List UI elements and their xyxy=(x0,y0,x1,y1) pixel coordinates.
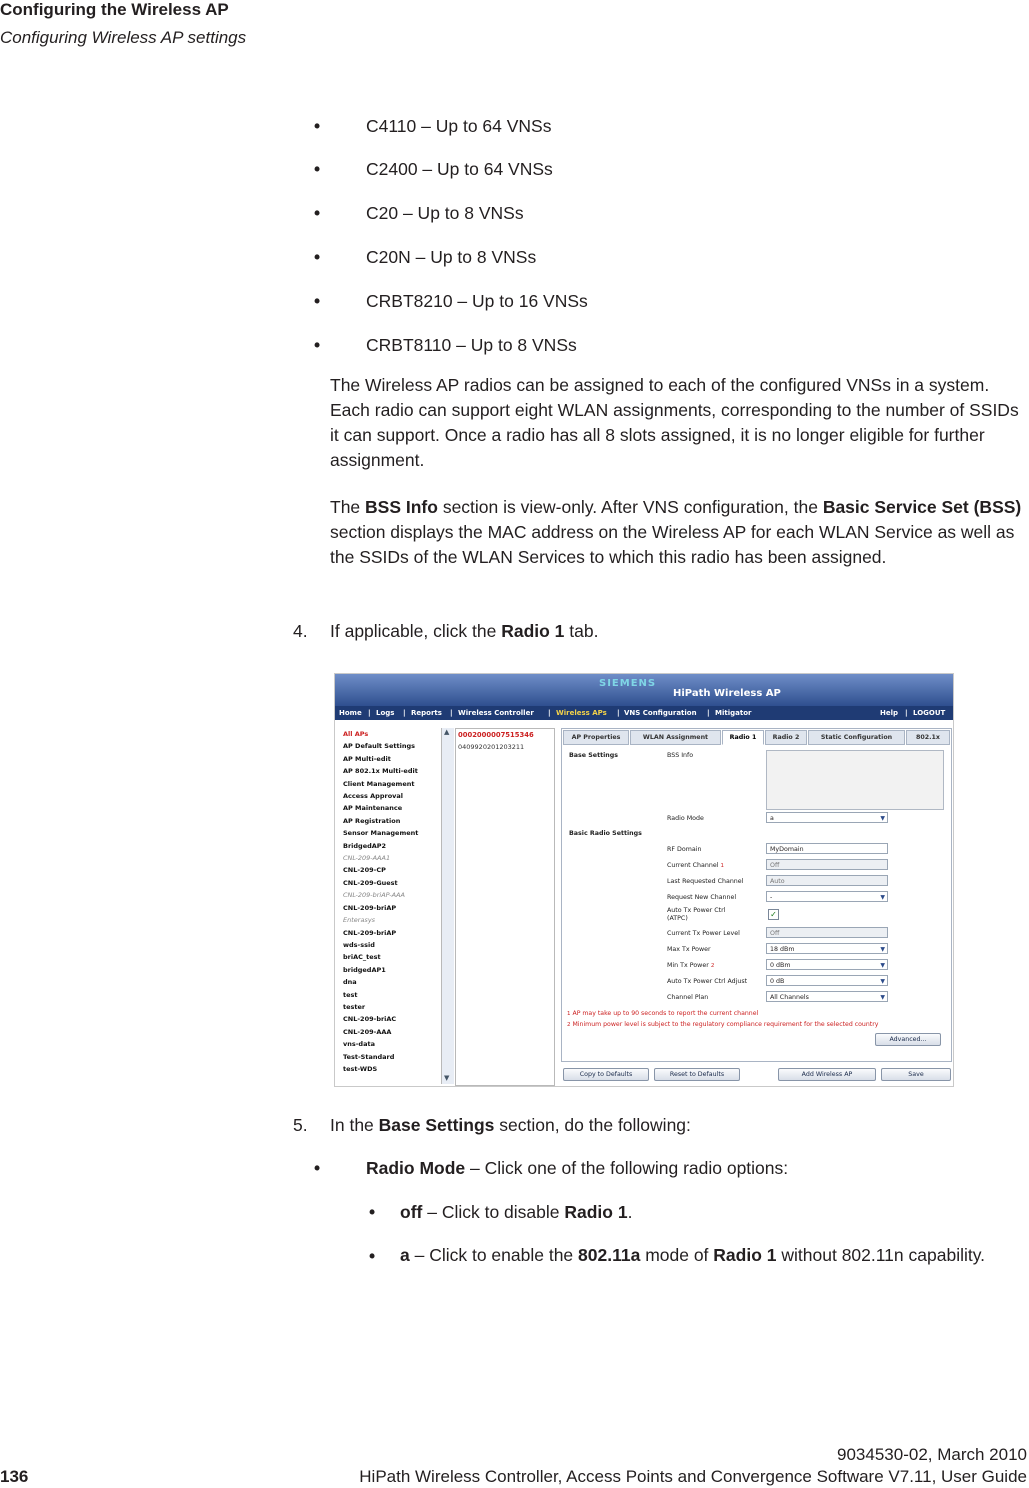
channel-plan-select[interactable]: All Channels ▼ xyxy=(766,991,888,1002)
current-tx-power-label: Current Tx Power Level xyxy=(667,930,740,937)
radio-mode-select[interactable]: a ▼ xyxy=(766,812,888,823)
advanced-button[interactable]: Advanced... xyxy=(875,1033,941,1046)
radio-mode-label: Radio Mode xyxy=(667,815,704,822)
min-tx-power-select[interactable]: 0 dBm ▼ xyxy=(766,959,888,970)
scroll-down-icon[interactable]: ▼ xyxy=(444,1074,450,1082)
current-channel-field: Off xyxy=(766,859,888,870)
chevron-down-icon: ▼ xyxy=(880,994,885,1001)
current-channel-label: Current Channel 1 xyxy=(667,862,725,869)
add-wireless-ap-button[interactable]: Add Wireless AP xyxy=(778,1068,876,1081)
sidebar-item[interactable]: AP 802.1x Multi-edit xyxy=(343,767,418,776)
sidebar-item[interactable]: test-WDS xyxy=(343,1064,378,1073)
sidebar-item[interactable]: dna xyxy=(343,978,357,987)
tab-ap-properties[interactable]: AP Properties xyxy=(563,730,629,745)
nav-wireless-aps[interactable]: Wireless APs xyxy=(556,709,607,717)
sidebar-item[interactable]: CNL-209-AAA1 xyxy=(343,854,391,863)
nav-mitigator[interactable]: Mitigator xyxy=(715,709,752,717)
base-settings-heading: Base Settings xyxy=(569,752,618,759)
copy-to-defaults-button[interactable]: Copy to Defaults xyxy=(563,1068,649,1081)
sidebar-item[interactable]: tester xyxy=(343,1002,366,1011)
channel-report-note: 1 AP may take up to 90 seconds to report the current channel xyxy=(567,1010,759,1017)
sidebar-item[interactable]: BridgedAP2 xyxy=(343,841,387,850)
atpc-label-suffix: (ATPC) xyxy=(667,915,688,922)
ap-serial-list[interactable] xyxy=(455,728,555,1086)
nav-home[interactable]: Home xyxy=(339,709,362,717)
atpc-label: Auto Tx Power Ctrl xyxy=(667,907,726,914)
chevron-down-icon: ▼ xyxy=(880,946,885,953)
rf-domain-input[interactable]: MyDomain xyxy=(766,843,888,854)
current-tx-power-field: Off xyxy=(766,927,888,938)
sidebar-item[interactable]: Access Approval xyxy=(343,792,404,801)
sidebar-scrollbar[interactable] xyxy=(441,728,454,1084)
chevron-down-icon: ▼ xyxy=(880,894,885,901)
nav-logout[interactable]: LOGOUT xyxy=(913,709,946,717)
bss-info-box xyxy=(766,750,944,810)
app-title: HiPath Wireless AP xyxy=(673,688,781,699)
request-new-channel-select[interactable]: - ▼ xyxy=(766,891,888,902)
tab-static-configuration[interactable]: Static Configuration xyxy=(808,730,905,745)
sidebar-item[interactable]: test xyxy=(343,990,358,999)
tab-radio-1[interactable]: Radio 1 xyxy=(722,730,764,745)
last-requested-channel-field: Auto xyxy=(766,875,888,886)
nav-separator: | xyxy=(450,709,453,717)
chevron-down-icon: ▼ xyxy=(880,815,885,822)
sidebar-item[interactable]: wds-ssid xyxy=(343,940,375,949)
sidebar-item[interactable]: CNL-209-CP xyxy=(343,866,386,875)
nav-help[interactable]: Help xyxy=(880,709,899,717)
sidebar-item[interactable]: Sensor Management xyxy=(343,829,419,838)
min-tx-power-label: Min Tx Power 2 xyxy=(667,962,715,969)
sidebar-item[interactable]: Client Management xyxy=(343,779,415,788)
chevron-down-icon: ▼ xyxy=(880,962,885,969)
ap-serial[interactable]: 0409920201203211 xyxy=(458,743,525,751)
nav-separator: | xyxy=(403,709,406,717)
siemens-logo: SIEMENS xyxy=(599,678,657,689)
sidebar-item[interactable]: briAC_test xyxy=(343,953,381,962)
chevron-down-icon: ▼ xyxy=(880,978,885,985)
sidebar-item[interactable]: CNL-209-Guest xyxy=(343,878,398,887)
nav-vns-configuration[interactable]: VNS Configuration xyxy=(624,709,697,717)
sidebar-item[interactable]: vns-data xyxy=(343,1040,375,1049)
tab-802-1x[interactable]: 802.1x xyxy=(906,730,950,745)
ap-serial-selected[interactable]: 0002000007515346 xyxy=(458,731,534,739)
nav-separator: | xyxy=(707,709,710,717)
nav-wireless-controller[interactable]: Wireless Controller xyxy=(458,709,534,717)
sidebar-item[interactable]: All APs xyxy=(343,730,369,738)
radio1-tab-screenshot xyxy=(334,673,954,1087)
atpc-checkbox[interactable]: ✓ xyxy=(768,909,779,920)
sidebar-item[interactable]: CNL-209-briAP xyxy=(343,903,397,912)
sidebar-item[interactable]: AP Registration xyxy=(343,816,401,825)
sidebar-item[interactable]: Enterasys xyxy=(343,916,376,925)
tab-radio-2[interactable]: Radio 2 xyxy=(765,730,807,745)
sidebar-item[interactable]: AP Maintenance xyxy=(343,804,403,813)
step-5: 5. In the Base Settings section, do the following: xyxy=(293,1115,691,1135)
bss-info-paragraph: The BSS Info section is view-only. After VNS configuration, the Basic Service Set (BSS) section displays the MAC address on the Wireless AP for each WLAN Service as well as the SSIDs of the WLAN Services to which this radio has been assigned. xyxy=(330,497,1022,567)
page-number: 136 xyxy=(0,1467,29,1486)
scroll-up-icon[interactable]: ▲ xyxy=(444,728,450,736)
basic-radio-settings-heading: Basic Radio Settings xyxy=(569,830,642,837)
sidebar-item[interactable]: Test-Standard xyxy=(343,1052,395,1061)
nav-separator: | xyxy=(368,709,371,717)
top-nav xyxy=(335,706,953,720)
rf-domain-label: RF Domain xyxy=(667,846,702,853)
max-tx-power-select[interactable]: 18 dBm ▼ xyxy=(766,943,888,954)
last-requested-channel-label: Last Requested Channel xyxy=(667,878,744,885)
sidebar-item[interactable]: AP Default Settings xyxy=(343,742,415,751)
footer-doc-id: 9034530-02, March 2010 xyxy=(837,1445,1027,1464)
sidebar-item[interactable]: bridgedAP1 xyxy=(343,965,386,974)
tab-wlan-assignment[interactable]: WLAN Assignment xyxy=(630,730,721,745)
request-new-channel-label: Request New Channel xyxy=(667,894,737,901)
step-4: 4. If applicable, click the Radio 1 tab. xyxy=(293,621,599,641)
channel-plan-label: Channel Plan xyxy=(667,994,709,1001)
nav-separator: | xyxy=(617,709,620,717)
nav-separator: | xyxy=(905,709,908,717)
chapter-title: Configuring the Wireless AP xyxy=(0,0,229,19)
save-button[interactable]: Save xyxy=(881,1068,951,1081)
ap-sidebar xyxy=(343,728,455,1075)
reset-to-defaults-button[interactable]: Reset to Defaults xyxy=(654,1068,740,1081)
atpc-adjust-label: Auto Tx Power Ctrl Adjust xyxy=(667,978,748,985)
app-banner xyxy=(335,674,953,706)
nav-logs[interactable]: Logs xyxy=(376,709,395,717)
sidebar-item[interactable]: CNL-209-briAP xyxy=(343,928,397,937)
footer-guide-title: HiPath Wireless Controller, Access Points and Convergence Software V7.11, User Guide xyxy=(359,1467,1027,1486)
radio-assignment-paragraph: The Wireless AP radios can be assigned to each of the configured VNSs in a system. Each radio can support eight WLAN assignments, corresponding to the number of SSIDs it can support. Once a radio has all 8 slots assigned, it is no longer eligible for further assignment. xyxy=(330,375,1019,470)
section-subtitle: Configuring Wireless AP settings xyxy=(0,28,247,47)
nav-separator: | xyxy=(548,709,551,717)
power-level-note: 2 Minimum power level is subject to the regulatory compliance requirement for the selected country xyxy=(567,1021,879,1028)
nav-reports[interactable]: Reports xyxy=(411,709,442,717)
bss-info-label: BSS Info xyxy=(667,752,694,759)
atpc-adjust-select[interactable]: 0 dB ▼ xyxy=(766,975,888,986)
sidebar-item[interactable]: CNL-209-AAA xyxy=(343,1027,392,1036)
sidebar-item[interactable]: AP Multi-edit xyxy=(343,754,391,763)
max-tx-power-label: Max Tx Power xyxy=(667,946,711,953)
sidebar-item[interactable]: CNL-209-briAC xyxy=(343,1015,397,1024)
sidebar-item[interactable]: CNL-209-briAP-AAA xyxy=(343,891,405,900)
